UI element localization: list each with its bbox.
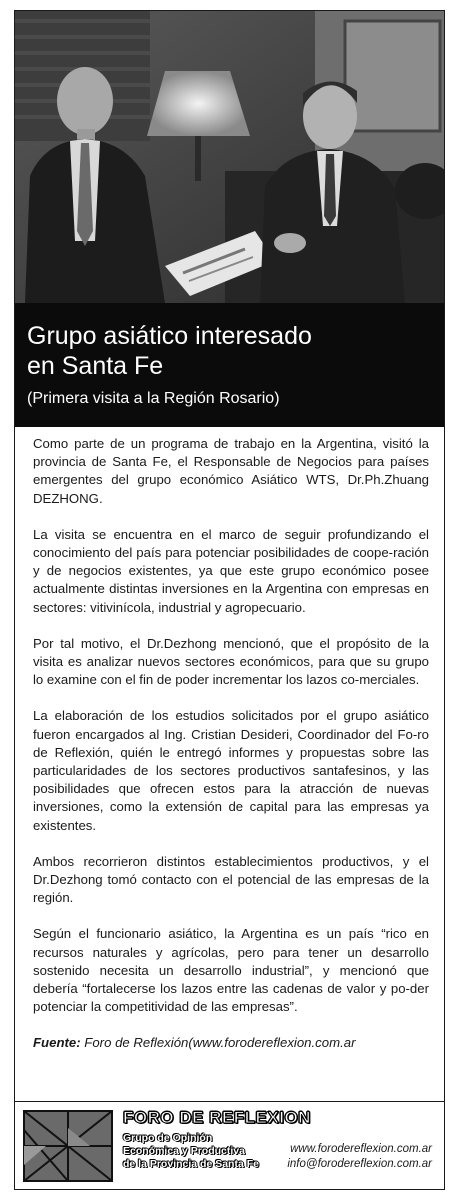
paragraph: Por tal motivo, el Dr.Dezhong mencionó, que el propósito de la visita es analizar nuevos sectores económicos, para que su grupo lo examine con el fin de poder incrementar los lazos co-merciales. [33, 635, 429, 688]
paragraph: Ambos recorrieron distintos establecimientos productivos, y el Dr.Dezhong tomó contacto con el potencial de las empresas de la región. [33, 853, 429, 906]
headline-band [15, 303, 444, 427]
headline-line-2: en Santa Fe [27, 352, 164, 380]
paragraph: La elaboración de los estudios solicitados por el grupo asiático fueron encargados al Ing. Cristian Desideri, Coordinador del Fo-ro de Reflexión, quién le entregó informes y propuestas sobre las particularidades de los sectores productivos santafesinos, y las posibilidades que ofrecen estos para la atracción de nuevas inversiones, como la extensión de capital para las empresas ya existentes. [33, 708, 429, 833]
org-name: FORO DE REFLEXION [123, 1108, 311, 1127]
source-text: Foro de Reflexión(www.forodereflexion.com.ar [80, 1035, 356, 1051]
meeting-photo [15, 11, 444, 303]
headline-line-1: Grupo asiático interesado [27, 322, 312, 350]
paragraph: La visita se encuentra en el marco de seguir profundizando el conocimiento del país para potenciar posibilidades de coope-ración y de negocios existentes, ya que este grupo económico posee actualmente distintas inversiones en la Argentina con empresas en sectores: vitivinícola, industrial y agropecuario. [33, 526, 429, 615]
article-body [33, 435, 429, 1070]
paragraph: Como parte de un programa de trabajo en la Argentina, visitó la provincia de Santa Fe, el Responsable de Negocios para países emergentes del grupo económico Asiático WTS, Dr.Ph.Zhuang DEZHONG. [33, 436, 429, 506]
website-link[interactable]: www.forodereflexion.com.ar [290, 1143, 432, 1155]
news-card [14, 10, 445, 1190]
geometric-logo-icon [23, 1110, 113, 1182]
source-line [33, 1034, 429, 1052]
tagline-line-3: de la Provincia de Santa Fe [123, 1158, 259, 1170]
contact-info [287, 1142, 432, 1172]
headline [27, 321, 432, 381]
org-tagline [123, 1132, 259, 1171]
source-label: Fuente: [33, 1035, 81, 1051]
paragraph: Según el funcionario asiático, la Argentina es un país “rico en recursos naturales y agrícolas, pero para tener un desarrollo sostenido necesita un desarrollo industrial”, y mencionó que debería “fortalecerse los lazos entre las cadenas de valor y po-der potenciar la competitividad de las empresas”. [33, 926, 429, 1015]
email-link[interactable]: info@forodereflexion.com.ar [287, 1158, 432, 1170]
tagline-line-2: Económica y Productiva [123, 1145, 245, 1157]
tagline-line-1: Grupo de Opinión [123, 1132, 213, 1144]
subheadline: (Primera visita a la Región Rosario) [27, 390, 280, 407]
footer [15, 1101, 444, 1190]
